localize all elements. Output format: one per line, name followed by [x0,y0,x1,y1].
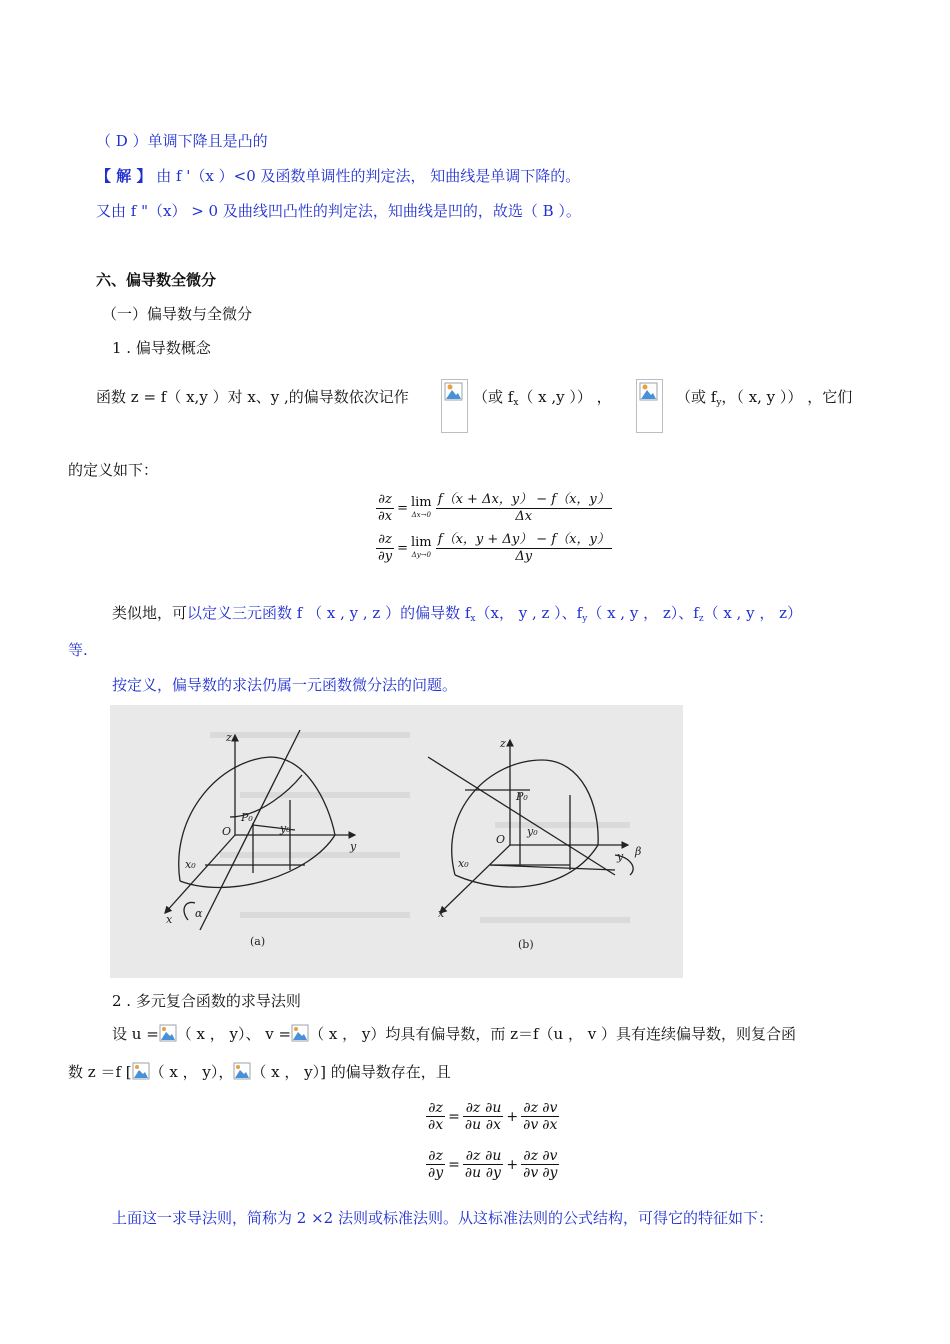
svg-text:x: x [438,907,445,920]
solution-label: 【 解 】 [96,167,152,185]
svg-text:P₀: P₀ [241,811,253,824]
broken-image-icon [441,379,468,433]
svg-text:O: O [222,825,232,838]
svg-text:x₀: x₀ [458,857,469,870]
svg-text:β: β [635,845,642,858]
solution-text: 由 f '（x ）<0 及函数单调性的判定法， 知曲线是单调下降的。 [151,167,581,185]
svg-text:α: α [195,907,203,920]
subsection-title: （一）偏导数与全微分 [102,305,253,323]
chain-line-1: 设 u = （ x ， y）、 v = （ x ， y）均具有偏导数，而 z＝f（u ， v ）具有连续偏导数，则复合函 [112,1025,796,1043]
broken-image-icon [159,1024,177,1042]
chain-rule-dy: $\frac{\partial z}{\partial y}$ = $\frac{\partial z}{\partial u}$ $\frac{\partial u}{\partial y}$ + $\frac{\partial z}{\partial v}$ $\frac{\partial v}{\partial y}$ [428,1148,558,1181]
broken-image-icon [636,379,663,433]
option-d: （ D ）单调下降且是凸的 [96,132,268,150]
svg-text:z: z [226,731,232,744]
svg-text:z: z [500,737,506,750]
similar-cont: 等. [68,641,88,659]
broken-image-icon [291,1024,309,1042]
svg-text:(b): (b) [518,938,534,951]
partial-derivative-figure [110,705,683,978]
item2-title: 2 . 多元复合函数的求导法则 [112,992,301,1010]
definition-part3: （或 $f_y$，（ x, y ）） ，它们 [676,388,853,408]
svg-text:y: y [617,850,624,863]
chain-rule-dx: $\frac{\partial z}{\partial x}$ = $\frac{\partial z}{\partial u}$ $\frac{\partial u}{\partial x}$ + $\frac{\partial z}{\partial v}$ $\frac{\partial v}{\partial x}$ [428,1100,558,1133]
similar-line: 类似地，可以定义三元函数 f （ x , y , z ）的偏导数 $f_x(x$， y , z ）、$f_y$（ x , y ， z）、$f_z$（ x , y ， z） [112,604,803,624]
broken-image-icon [233,1062,251,1080]
rule-description: 上面这一求导法则，简称为 2 ×2 法则或标准法则。从这标准法则的公式结构，可得它的特征如下： [112,1209,773,1227]
svg-text:(a): (a) [250,935,266,948]
by-definition-line: 按定义，偏导数的求法仍属一元函数微分法的问题。 [112,676,458,694]
solution-line-2: 又由 f "（x） > 0 及曲线凹凸性的判定法，知曲线是凹的，故选（ B ）。 [96,202,581,220]
svg-text:x₀: x₀ [185,858,196,871]
svg-text:y₀: y₀ [280,822,291,835]
partial-x-definition: $\frac{\partial z}{\partial x}$ = lim Δx→0 $\frac{f(x + \Delta x,y) - f(x,y)}{\Delta x}$ [378,492,610,524]
svg-text:y₀: y₀ [527,825,538,838]
section-title: 六、偏导数全微分 [96,271,217,289]
chain-line-2: 数 z ＝f [ （ x ， y）， （ x ， y）] 的偏导数存在，且 [68,1063,451,1081]
broken-image-icon [132,1062,150,1080]
svg-text:O: O [496,833,506,846]
item1-title: 1 . 偏导数概念 [112,339,211,357]
partial-y-definition: $\frac{\partial z}{\partial y}$ = lim Δy→0 $\frac{f(x,y + \Delta y) - f(x,y)}{\Delta y}$ [378,532,610,564]
svg-text:P₀: P₀ [516,790,528,803]
svg-text:y: y [350,840,357,853]
definition-cont: 的定义如下： [68,461,159,479]
figure-a [165,730,355,930]
svg-text:x: x [166,913,173,926]
solution-line-1 [96,166,580,186]
definition-part1: 函数 z = f（ x,y ）对 x、y ,的偏导数依次记作 [96,388,409,406]
definition-part2: （或 $f_x$（ x ,y ）） ， [473,388,612,408]
